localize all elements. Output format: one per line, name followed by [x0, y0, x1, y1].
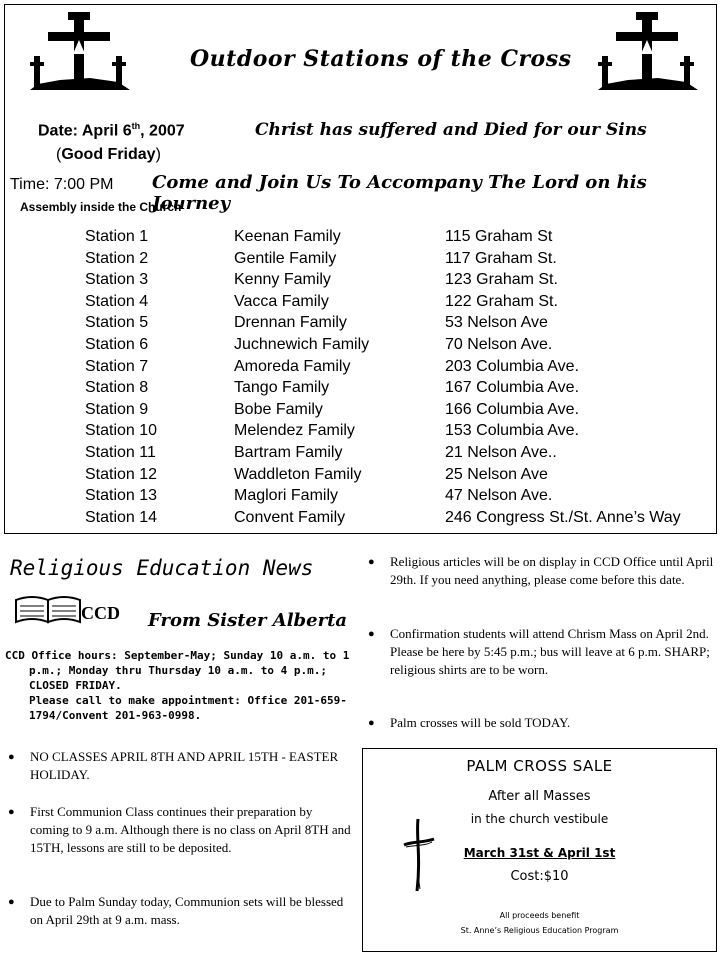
date-suffix: th	[131, 121, 141, 131]
bullet-icon: ●	[8, 806, 15, 818]
station-address: 117 Graham St.	[445, 249, 557, 267]
crucifix-icon-right	[598, 12, 698, 92]
sale-where: in the church vestibule	[470, 812, 609, 826]
book-icon	[14, 594, 120, 626]
station-row	[4, 293, 717, 315]
station-family: Vacca Family	[234, 292, 329, 310]
station-row	[4, 228, 717, 250]
list-item	[8, 893, 358, 929]
page-title: Outdoor Stations of the Cross	[190, 46, 572, 72]
sale-proceeds: All proceeds benefit	[499, 911, 580, 920]
station-family: Kenny Family	[234, 271, 331, 289]
station-number: Station 11	[85, 444, 156, 461]
station-row	[4, 509, 717, 531]
sale-dates: March 31st & April 1st	[463, 846, 616, 860]
ccd-logo-text: CCD	[81, 603, 120, 623]
list-item	[368, 714, 715, 732]
appointment-text: Please call to make appointment: Office 201-659-1794/Convent 201-963-0998.	[29, 694, 347, 722]
station-address: 115 Graham St	[445, 228, 553, 245]
event-date	[38, 121, 185, 140]
bullet-text: NO CLASSES APRIL 8TH AND APRIL 15TH - EASTER HOLIDAY.	[30, 749, 339, 782]
palm-cross-icon	[401, 817, 437, 893]
station-row	[4, 379, 717, 401]
station-number: Station 7	[85, 357, 149, 375]
station-family: Tango Family	[234, 379, 330, 397]
station-address: 153 Columbia Ave.	[445, 422, 580, 440]
station-family: Maglori Family	[234, 487, 339, 505]
paren-open: (	[56, 146, 62, 163]
station-row	[4, 466, 717, 488]
stations-list	[4, 228, 717, 532]
station-number: Station 13	[85, 487, 158, 505]
station-row	[4, 271, 717, 293]
station-number: Station 12	[85, 465, 158, 483]
bullet-text: Confirmation students will attend Chrism Mass on April 2nd. Please be here by 5:45 p.m.; bus will leave at 6 p.m. SHARP; religious shirts are to be worn.	[390, 626, 710, 677]
bullet-icon: ●	[8, 751, 15, 763]
station-address: 123 Graham St.	[445, 271, 558, 289]
station-family: Keenan Family	[234, 228, 341, 245]
station-row	[4, 487, 717, 509]
station-address: 25 Nelson Ave	[445, 465, 548, 483]
station-family: Waddleton Family	[234, 465, 362, 483]
list-item	[8, 748, 352, 784]
bullet-icon: ●	[8, 896, 15, 908]
palm-sale-box	[362, 748, 717, 952]
date-year: , 2007	[140, 122, 185, 140]
station-family: Drennan Family	[234, 314, 347, 332]
station-address: 167 Columbia Ave.	[445, 379, 580, 397]
station-number: Station 10	[85, 422, 158, 440]
from-sister: From Sister Alberta	[148, 610, 348, 631]
invitation-heading: Come and Join Us To Accompany The Lord on his Journey	[152, 172, 647, 214]
list-item	[368, 625, 715, 679]
event-time: Time: 7:00 PM	[10, 176, 114, 193]
station-number: Station 14	[85, 508, 158, 526]
station-family: Gentile Family	[234, 249, 337, 267]
list-item	[368, 553, 715, 589]
station-address: 47 Nelson Ave.	[445, 487, 553, 505]
station-row	[4, 422, 717, 444]
station-family: Melendez Family	[234, 422, 355, 440]
station-row	[4, 358, 717, 380]
bullet-text: Palm crosses will be sold TODAY.	[390, 715, 571, 730]
bullet-text: Religious articles will be on display in CCD Office until April 29th. If you need anything, please come before this date.	[390, 554, 714, 587]
station-address: 246 Congress St./St. Anne’s Way	[445, 508, 681, 526]
sale-beneficiary: St. Anne’s Religious Education Program	[460, 926, 619, 935]
station-row	[4, 250, 717, 272]
crucifix-icon-left	[30, 12, 130, 92]
station-row	[4, 336, 717, 358]
paren-close: )	[155, 146, 161, 163]
bullet-icon: ●	[368, 628, 375, 640]
station-number: Station 2	[85, 249, 149, 267]
station-row	[4, 444, 717, 466]
date-label: Date: April 6	[38, 122, 132, 140]
station-number: Station 8	[85, 379, 149, 397]
station-row	[4, 314, 717, 336]
office-hours-text: CCD Office hours: September-May; Sunday 10 a.m. to 1 p.m.; Monday thru Thursday 10 a.m. to 4 p.m.; CLOSED FRIDAY.	[5, 649, 350, 692]
station-address: 122 Graham St.	[445, 292, 558, 310]
station-family: Juchnewich Family	[234, 336, 370, 353]
station-number: Station 4	[85, 292, 149, 310]
station-address: 166 Columbia Ave.	[445, 400, 580, 418]
good-friday-note	[56, 146, 161, 164]
station-number: Station 5	[85, 314, 149, 332]
station-number: Station 1	[85, 228, 149, 245]
station-number: Station 3	[85, 271, 149, 289]
sale-title: PALM CROSS SALE	[466, 757, 613, 775]
assembly-note: Assembly inside the Church	[20, 200, 182, 214]
station-family: Bartram Family	[234, 444, 343, 461]
office-hours	[5, 648, 350, 723]
bullet-icon: ●	[368, 717, 375, 729]
good-friday-label: Good Friday	[61, 146, 156, 163]
bullet-text: First Communion Class continues their preparation by coming to 9 a.m. Although there is no class on April 8TH and 15TH, lessons are still to be deposited.	[30, 804, 351, 855]
station-row	[4, 401, 717, 423]
station-family: Bobe Family	[234, 400, 323, 418]
station-number: Station 6	[85, 336, 149, 353]
bullet-text: Due to Palm Sunday today, Communion sets will be blessed on April 29th at 9 a.m. mass.	[30, 894, 344, 927]
station-family: Amoreda Family	[234, 357, 351, 375]
station-address: 70 Nelson Ave.	[445, 336, 553, 353]
list-item	[8, 803, 352, 857]
station-family: Convent Family	[234, 508, 346, 526]
station-address: 21 Nelson Ave..	[445, 444, 557, 461]
station-number: Station 9	[85, 400, 149, 418]
sale-cost: Cost:$10	[510, 869, 569, 884]
bullet-icon: ●	[368, 556, 375, 568]
sale-when: After all Masses	[488, 789, 591, 804]
station-address: 53 Nelson Ave	[445, 314, 548, 332]
suffered-heading: Christ has suffered and Died for our Sins	[255, 120, 647, 140]
station-address: 203 Columbia Ave.	[445, 357, 580, 375]
section-title: Religious Education News	[10, 556, 314, 580]
